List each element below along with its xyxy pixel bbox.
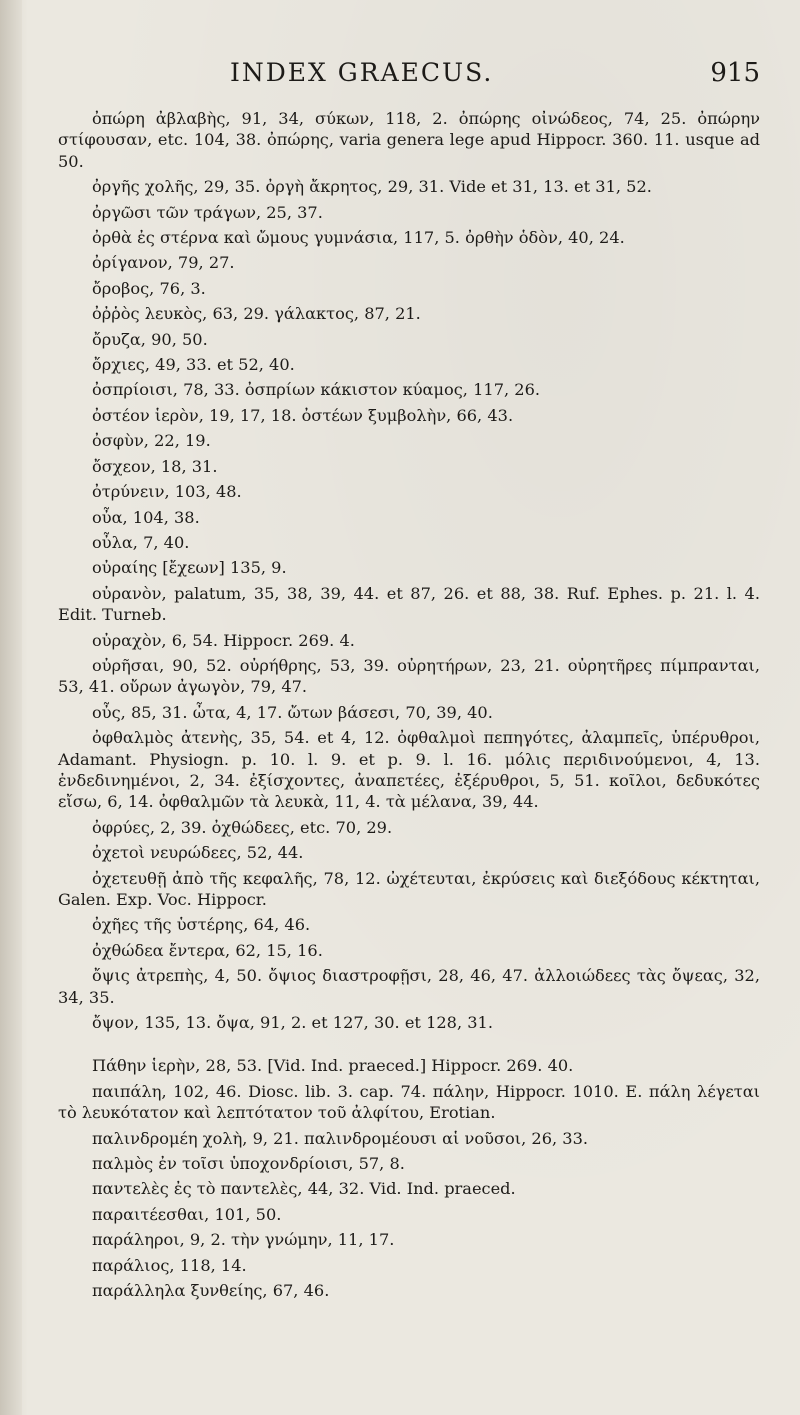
index-entry: παραιτέεσθαι, 101, 50. bbox=[92, 1204, 282, 1224]
index-entry: οὖς, 85, 31. ὦτα, 4, 17. ὤτων βάσεσι, 70, 39, 40. bbox=[92, 702, 493, 722]
index-entry: ὀφθαλμὸς ἀτενὴς, 35, 54. et 4, 12. ὀφθαλμοὶ πεπηγότες, ἀλαμπεῖς, ὑπέρυθροι, Adamant. Physiogn. p. 10. l. 9. et p. 9. l. 16. μόλις περιδινούμενοι, 4, 13. ἐνδεδινημένοι, 2, 34. ἐξίσχοντες, ἀναπετέες, ἐξέρυθροι, 5, 51. κοῖλοι, δεδυκότες εἴσω, 6, 14. ὀφθαλμῶν τὰ λευκὰ, 11, 4. τὰ μέλανα, 39, 44. bbox=[58, 728, 760, 812]
index-entry: παιπάλη, 102, 46. Diosc. lib. 3. cap. 74. πάλην, Hippocr. 1010. E. πάλη λέγεται τὸ λευκότατον καὶ λεπτότατον τοῦ ἀλφίτου, Erotian. bbox=[58, 1081, 760, 1123]
index-entry: παράλληλα ξυνθείης, 67, 46. bbox=[92, 1281, 330, 1301]
index-entry: ὀχετευθῇ ἀπὸ τῆς κεφαλῆς, 78, 12. ὠχέτευται, ἐκρύσεις καὶ διεξόδους κέκτηται, Galen. Exp. Voc. Hippocr. bbox=[58, 868, 760, 909]
page-header bbox=[58, 58, 760, 88]
index-entry: οὐρανὸν, palatum, 35, 38, 39, 44. et 87, 26. et 88, 38. Ruf. Ephes. p. 21. l. 4. Edit. Turneb. bbox=[58, 583, 760, 625]
index-entry: ὀχετοὶ νευρώδεες, 52, 44. bbox=[92, 843, 304, 863]
index-entry: ὀργῶσι τῶν τράγων, 25, 37. bbox=[92, 202, 323, 222]
index-entry: ὀρίγανον, 79, 27. bbox=[92, 253, 235, 273]
index-entry: παράλιος, 118, 14. bbox=[92, 1255, 247, 1275]
index-entry: Πάθην ἱερὴν, 28, 53. [Vid. Ind. praeced.] Hippocr. 269. 40. bbox=[92, 1056, 574, 1076]
index-entry: παντελὲς ἐς τὸ παντελὲς, 44, 32. Vid. Ind. praeced. bbox=[92, 1179, 516, 1199]
index-entry: οὐρῆσαι, 90, 52. οὐρήθρης, 53, 39. οὐρητήρων, 23, 21. οὐρητῆρες πίμπρανται, 53, 41. οὔρων ἀγωγὸν, 79, 47. bbox=[58, 655, 760, 697]
index-entry: ὀχῆες τῆς ὑστέρης, 64, 46. bbox=[92, 915, 311, 935]
index-entry: ὄψον, 135, 13. ὄψα, 91, 2. et 127, 30. et 128, 31. bbox=[92, 1013, 494, 1033]
index-entry: οὐραίης [ἔχεων] 135, 9. bbox=[92, 558, 287, 578]
index-entry: ὀσφὺν, 22, 19. bbox=[92, 431, 211, 451]
index-entry: ὀσπρίοισι, 78, 33. ὀσπρίων κάκιστον κύαμος, 117, 26. bbox=[92, 380, 541, 400]
index-entries bbox=[58, 108, 760, 1302]
index-entry: ὀστέον ἱερὸν, 19, 17, 18. ὀστέων ξυμβολὴν, 66, 43. bbox=[92, 405, 514, 425]
index-entry: ὄρχιες, 49, 33. et 52, 40. bbox=[92, 355, 295, 375]
index-entry: παράληροι, 9, 2. τὴν γνώμην, 11, 17. bbox=[92, 1230, 395, 1250]
index-entry: ὄψις ἀτρεπὴς, 4, 50. ὄψιος διαστροφῇσι, 28, 46, 47. ἀλλοιώδεες τὰς ὄψεας, 32, 34, 35. bbox=[58, 966, 760, 1007]
index-entry: ὄρυζα, 90, 50. bbox=[92, 329, 208, 349]
index-entry: ὀχθώδεα ἔντερα, 62, 15, 16. bbox=[92, 940, 323, 960]
running-head: INDEX GRAECUS. bbox=[230, 58, 494, 87]
index-entry: παλμὸς ἐν τοῖσι ὑποχονδρίοισι, 57, 8. bbox=[92, 1154, 405, 1174]
index-entry: ὄσχεον, 18, 31. bbox=[92, 456, 218, 476]
index-entry: ὀπώρη ἀβλαβὴς, 91, 34, σύκων, 118, 2. ὀπώρης οἰνώδεος, 74, 25. ὀπώρην στίφουσαν, etc. 104, 38. ὀπώρης, varia genera lege apud Hippocr. 360. 11. usque ad 50. bbox=[58, 109, 760, 171]
index-entry: ὀρθὰ ἐς στέρνα καὶ ὤμους γυμνάσια, 117, 5. ὀρθὴν ὁδὸν, 40, 24. bbox=[92, 228, 625, 248]
index-entry: οὖλα, 7, 40. bbox=[92, 532, 190, 552]
index-entry: οὖα, 104, 38. bbox=[92, 507, 200, 527]
index-entry: ὀτρύνειν, 103, 48. bbox=[92, 482, 242, 502]
index-entry: ὀῤῥὸς λευκὸς, 63, 29. γάλακτος, 87, 21. bbox=[92, 304, 421, 324]
section-gap bbox=[58, 1037, 760, 1055]
index-entry: παλινδρομέη χολὴ, 9, 21. παλινδρομέουσι αἱ νοῦσοι, 26, 33. bbox=[92, 1128, 589, 1148]
page-number: 915 bbox=[710, 58, 760, 88]
index-entry: οὐραχὸν, 6, 54. Hippocr. 269. 4. bbox=[92, 630, 355, 650]
index-entry: ὄροβος, 76, 3. bbox=[92, 278, 206, 298]
page-gutter bbox=[0, 0, 22, 1415]
index-entry: ὀφρύες, 2, 39. ὀχθώδεες, etc. 70, 29. bbox=[92, 817, 393, 837]
index-entry: ὀργῆς χολῆς, 29, 35. ὀργὴ ἄκρητος, 29, 31. Vide et 31, 13. et 31, 52. bbox=[92, 177, 652, 197]
